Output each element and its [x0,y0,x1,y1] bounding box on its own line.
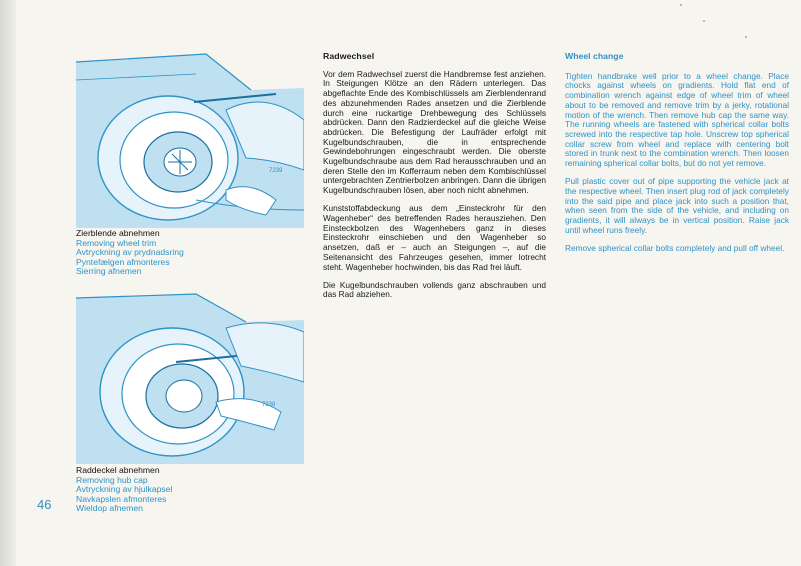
english-paragraph: Pull plastic cover out of pipe supporting the vehicle jack at the respective wheel. Then insert plug rod of jack completely into the said pipe and place jack into such a position that, when seen from the side of the vehicle, and including on gradients, it will always be in vertical position. Raise jack until wheel runs freely. [565,176,789,235]
caption-translation: Avtryckning av hjulkapsel [76,484,173,495]
paper-speck [703,20,705,22]
caption-removing-hub-cap [76,466,172,514]
illustration-removing-wheel-trim [76,50,304,228]
book-spine-shadow [0,0,16,566]
caption-german: Zierblende abnehmen [76,228,160,238]
caption-translation: Removing wheel trim [76,237,157,248]
paper-speck [745,36,747,38]
english-heading: Wheel change [565,51,624,61]
english-paragraph: Remove spherical collar bolts completely and pull off wheel. [565,242,785,253]
caption-removing-wheel-trim [76,229,184,277]
german-heading: Radwechsel [323,51,375,61]
german-paragraph: Die Kugelbundschrauben vollends ganz abschrauben und das Rad abziehen. [323,279,546,300]
page-number: 46 [37,497,52,512]
english-text-column [565,52,789,262]
figure-label: 7239 [269,168,283,174]
figure-label: 7238 [262,402,276,408]
caption-translation: Removing hub cap [76,474,148,485]
caption-german: Raddeckel abnehmen [76,465,160,475]
caption-translation: Sierring afnemen [76,266,142,277]
english-paragraph: Tighten handbrake well prior to a wheel change. Place chocks against wheels on gradients. Hold flat end of combination wrench against edge of wheel trim of wheel about to be removed and remove trim by a jerky, rotational motion of the wrench. Then remove hub cap the same way. The running wheels are fastened with spherical collar bolts screwed into the respective tap hole. Unscrew top spherical collar screw from wheel and replace with centering bolt stored in trunk next to the combination wrench. Then loosen remaining spherical collar bolts, but do not yet remove. [565,70,789,169]
paper-speck [680,4,682,6]
german-text-column [323,52,546,309]
caption-translation: Navkapslen afmonteres [76,493,167,504]
german-paragraph: Vor dem Radwechsel zuerst die Handbremse fest anziehen. In Steigungen Klötze an den Rädern unterlegen. Das abgeflachte Ende des Kombischlüssels am Zierblendenrand des abzunehmenden Rades ansetzen und die Zierblende durch eine ruckartige Drehbewegung des Schlüssels abdrücken. Dann den Radzierdeckel auf die gleiche Weise abdrücken. Die Befestigung der Laufräder erfolgt mit Kugelbundschrauben, die in entsprechende Gewindebohrungen eingeschraubt werden. Die oberste Kugelbundschraube aus dem Rad herausschrauben und an deren Stelle den im Kofferraum neben dem Kombischlüssel untergebrachten Zentrierbolzen anbringen. Dann die übrigen Kugelbundschrauben lösen, aber noch nicht abnehmen. [323,68,546,196]
caption-translation: Avtryckning av prydnadsring [76,247,184,258]
german-paragraph: Kunststoffabdeckung aus dem „Einsteckrohr für den Wagenheber“ des betreffenden Rades herausziehen. Den Einsteckbolzen des Wagenhebers ganz in dieses Einsteckrohr einschieben und den Wagenheber so ansetzen, daß er – auch an Steigungen –, auf die Seitenansicht des Fahrzeuges gesehen, immer lotrecht steht. Wagenheber hochwinden, bis das Rad frei läuft. [323,203,546,272]
caption-translation: Pyntefælgen afmonteres [76,256,170,267]
caption-translation: Wieldop afnemen [76,503,143,514]
illustration-removing-hub-cap [76,292,304,464]
